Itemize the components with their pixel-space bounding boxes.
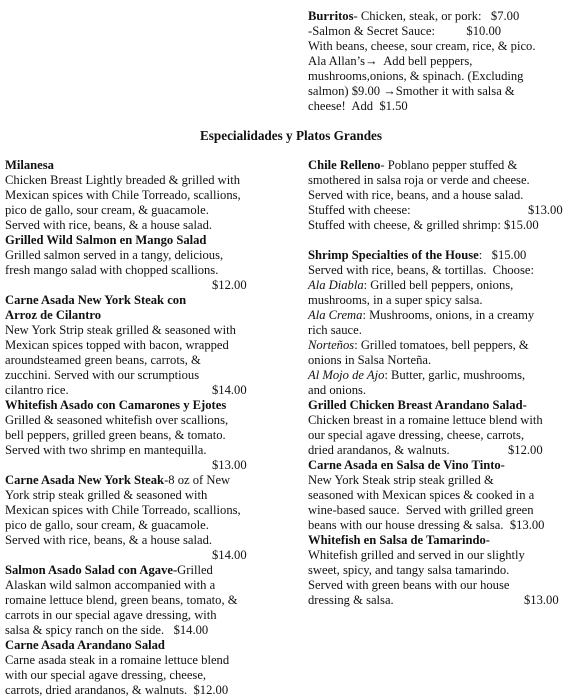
item-desc: sweet, spicy, and tangy salsa tamarindo. (308, 563, 510, 577)
item-desc: New York Steak strip steak grilled & (308, 473, 494, 487)
item-name-chicken-arandano: Grilled Chicken Breast Arandano Salad- (308, 398, 527, 412)
item-name-salmon-agave: Salmon Asado Salad con Agave- (5, 563, 178, 577)
burritos-line-1: Burritos- Chicken, steak, or pork: $7.00 (308, 9, 520, 23)
item-desc: zucchini. Served with our scrumptious (5, 368, 200, 382)
burritos-line-3: With beans, cheese, sour cream, rice, & pico. (308, 39, 536, 53)
item-name-carne-arandano: Carne Asada Arandano Salad (5, 638, 165, 652)
item-desc: rich sauce. (308, 323, 362, 337)
item-name-salmon-agave-line: Salmon Asado Salad con Agave-Grilled (5, 563, 213, 577)
item-desc: with our special agave dressing, cheese, (5, 668, 207, 682)
item-desc: pico de gallo, sour cream, & guacamole. (5, 518, 209, 532)
item-desc: New York Strip steak grilled & seasoned with (5, 323, 236, 337)
item-price: $13.00 (528, 203, 563, 217)
item-desc: Served with two shrimp en mantequilla. (5, 443, 207, 457)
item-name-carne-ny: Carne Asada New York Steak (5, 473, 165, 487)
item-desc: Grilled salmon served in a tangy, delicious, (5, 248, 224, 262)
item-desc: salsa & spicy ranch on the side. $14.00 (5, 623, 209, 637)
item-name-shrimp-line: Shrimp Specialties of the House: $15.00 (308, 248, 527, 262)
item-desc: Mexican spices with Chile Torreado, scallions, (5, 503, 241, 517)
item-desc: York strip steak grilled & seasoned with (5, 488, 208, 502)
item-desc: pico de gallo, sour cream, & guacamole. (5, 203, 209, 217)
item-name-carne-ny-line: Carne Asada New York Steak-8 oz of New (5, 473, 231, 487)
item-desc: dressing & salsa. (308, 593, 394, 607)
item-desc: Served with green beans with our house (308, 578, 510, 592)
item-desc: fresh mango salad with chopped scallions. (5, 263, 219, 277)
item-desc: aroundsteamed green beans, carrots, & (5, 353, 201, 367)
item-desc: onions in Salsa Norteña. (308, 353, 432, 367)
item-name-carne-arroz-2: Arroz de Cilantro (5, 308, 102, 322)
item-desc: romaine lettuce blend, green beans, tomato, & (5, 593, 238, 607)
item-desc: Served with rice, beans, & tortillas. Choose: (308, 263, 534, 277)
burritos-line-4: Ala Allan’s→ Add bell peppers, (308, 54, 473, 68)
item-desc: cilantro rice. (5, 383, 69, 397)
burritos-line-5: mushrooms,onions, & spinach. (Excluding (308, 69, 524, 83)
section-title: Especialidades y Platos Grandes (199, 128, 383, 143)
item-name-whitefish-tamarindo: Whitefish en Salsa de Tamarindo- (308, 533, 490, 547)
item-desc: mushrooms, in a super spicy salsa. (308, 293, 483, 307)
shrimp-option-diabla: Ala Diabla: Grilled bell peppers, onions, (308, 278, 514, 292)
item-desc: Served with rice, beans, and a house salad. (308, 188, 524, 202)
item-name-carne-vino: Carne Asada en Salsa de Vino Tinto- (308, 458, 505, 472)
item-desc: Chicken Breast Lightly breaded & grilled with (5, 173, 241, 187)
item-name-chile-relleno: Chile Relleno (308, 158, 381, 172)
item-desc: Served with rice, beans, & a house salad. (5, 218, 213, 232)
item-name-milanesa: Milanesa (5, 158, 54, 172)
item-name-chile-relleno-line: Chile Relleno- Poblano pepper stuffed & (308, 158, 518, 172)
item-desc: carrots, dried arandanos, & walnuts. $12.00 (5, 683, 229, 697)
item-desc: Carne asada steak in a romaine lettuce blend (5, 653, 230, 667)
item-price: $14.00 (212, 383, 247, 397)
burritos-line-7: cheese! Add $1.50 (308, 99, 408, 113)
item-option: Stuffed with cheese: (308, 203, 411, 217)
item-desc: our special agave dressing, cheese, carrots, (308, 428, 525, 442)
burritos-line-6: salmon) $9.00 →Smother it with salsa & (308, 84, 515, 98)
burritos-name: Burritos (308, 9, 354, 23)
item-price: $12.00 (508, 443, 543, 457)
item-desc: Mexican spices with Chile Torreado, scallions, (5, 188, 241, 202)
item-price: $14.00 (212, 548, 247, 562)
item-desc: Chicken breast in a romaine lettuce blend with (308, 413, 543, 427)
shrimp-option-crema: Ala Crema: Mushrooms, onions, in a creamy (308, 308, 535, 322)
item-desc: bell peppers, grilled green beans, & tomato. (5, 428, 226, 442)
item-desc: dried arandanos, & walnuts. (308, 443, 450, 457)
item-name-shrimp: Shrimp Specialties of the House (308, 248, 479, 262)
item-name-whitefish-asado: Whitefish Asado con Camarones y Ejotes (5, 398, 227, 412)
item-desc: beans with our house dressing & salsa. $13.00 (308, 518, 545, 532)
item-desc: Mexican spices topped with bacon, wrapped (5, 338, 229, 352)
item-desc: Alaskan wild salmon accompanied with a (5, 578, 216, 592)
item-desc: seasoned with Mexican spices & cooked in a (308, 488, 535, 502)
item-option: Stuffed with cheese, & grilled shrimp: $15.00 (308, 218, 539, 232)
item-desc: and onions. (308, 383, 367, 397)
item-name-carne-arroz: Carne Asada New York Steak con (5, 293, 187, 307)
item-price: $13.00 (212, 458, 247, 472)
item-price: $12.00 (212, 278, 247, 292)
burritos-line-2: -Salmon & Secret Sauce: $10.00 (308, 24, 502, 38)
shrimp-option-nortenos: Norteños: Grilled tomatoes, bell peppers, & (308, 338, 529, 352)
item-name-salmon-mango: Grilled Wild Salmon en Mango Salad (5, 233, 207, 247)
item-desc: Whitefish grilled and served in our slightly (308, 548, 525, 562)
item-desc: smothered in salsa roja or verde and cheese. (308, 173, 530, 187)
shrimp-option-ajo: Al Mojo de Ajo: Butter, garlic, mushrooms, (308, 368, 526, 382)
item-desc: carrots in our special agave dressing, with (5, 608, 217, 622)
item-desc: Served with rice, beans, & a house salad. (5, 533, 213, 547)
item-desc: wine-based sauce. Served with grilled green (308, 503, 534, 517)
item-price: $13.00 (524, 593, 559, 607)
item-desc: Grilled & seasoned whitefish over scallions, (5, 413, 229, 427)
